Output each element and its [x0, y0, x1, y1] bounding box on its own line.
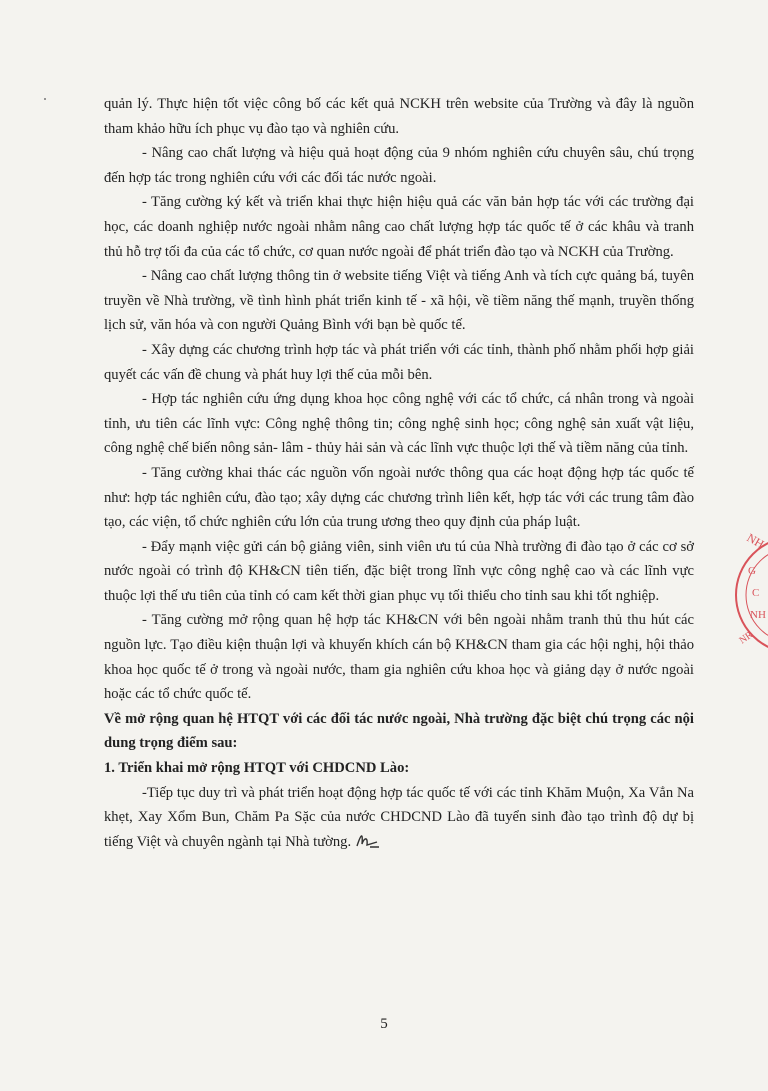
paragraph-research-groups: - Nâng cao chất lượng và hiệu quả hoạt động của 9 nhóm nghiên cứu chuyên sâu, chú trọng đến hợp tác trong nghiên cứu với các đối tác nước ngoài.	[104, 145, 694, 186]
page-body	[104, 92, 694, 854]
paragraph-cooperation: - Tăng cường mở rộng quan hệ hợp tác KH&CN với bên ngoài nhằm tranh thủ thu hút các nguồn lực. Tạo điều kiện thuận lợi và khuyến khích cán bộ KH&CN tham gia các hội nghị, hội thảo khoa học quốc tế ở trong và ngoài nước, tham gia nghiên cứu khoa học và giảng dạy ở nước ngoài hoặc các tổ chức quốc tế.	[104, 612, 694, 703]
svg-text:C: C	[752, 587, 760, 599]
section-title-laos: 1. Triển khai mở rộng HTQT với CHDCND Lào:	[104, 760, 410, 777]
svg-text:NR: NR	[737, 629, 756, 647]
paragraph-applied-research: - Hợp tác nghiên cứu ứng dụng khoa học công nghệ với các tổ chức, cá nhân trong và ngoài tỉnh, ưu tiên các lĩnh vực: Công nghệ thông tin; công nghệ sinh học; công nghệ sản xuất vật liệu, công nghệ chế biến nông sản- lâm - thủy hải sản và các lĩnh vực thuộc lợi thế và tiềm năng của tỉnh.	[104, 391, 694, 457]
red-seal-stamp	[732, 520, 768, 670]
paragraph-agreements: - Tăng cường ký kết và triển khai thực hiện hiệu quả các văn bản hợp tác với các trường đại học, các doanh nghiệp nước ngoài nhằm nâng cao chất lượng hợp tác quốc tế ở các khâu và tranh thủ hỗ trợ tối đa của các tổ chức, cơ quan nước ngoài để phát triển đào tạo và NCKH của Trường.	[104, 194, 694, 260]
page-number: 5	[380, 1016, 388, 1032]
paragraph-laos	[104, 781, 694, 855]
paragraph-funding: - Tăng cường khai thác các nguồn vốn ngoài nước thông qua các hoạt động hợp tác quốc tế như: hợp tác nghiên cứu, đào tạo; xây dựng các chương trình liên kết, hợp tác với các trung tâm đào tạo, các viện, tổ chức nghiên cứu lớn của trung ương theo quy định của pháp luật.	[104, 464, 694, 531]
paragraph-training-abroad: - Đẩy mạnh việc gửi cán bộ giảng viên, sinh viên ưu tú của Nhà trường đi đào tạo ở các cơ sở nước ngoài có trình độ KH&CN tiên tiến, đặc biệt trong lĩnh vực công nghệ cao và các lĩnh vực thuộc lợi thế ưu tiên của tỉnh có cam kết thời gian phục vụ tối thiểu cho tỉnh sau khi tốt nghiệp.	[104, 538, 694, 604]
initials-signature	[355, 830, 381, 850]
paragraph-website: - Nâng cao chất lượng thông tin ở website tiếng Việt và tiếng Anh và tích cực quảng bá, tuyên truyền về Nhà trường, về tình hình phát triển kinh tế - xã hội, về tiềm năng thế mạnh, truyền thống lịch sử, văn hóa và con người Quảng Bình với bạn bè quốc tế.	[104, 268, 694, 334]
scan-speck	[44, 98, 46, 100]
svg-text:G: G	[748, 565, 756, 577]
heading-international-cooperation: Về mở rộng quan hệ HTQT với các đối tác nước ngoài, Nhà trường đặc biệt chú trọng các nội dung trọng điểm sau:	[104, 710, 694, 752]
paragraph-continuation: quản lý. Thực hiện tốt việc công bố các kết quả NCKH trên website của Trường và đây là nguồn tham khảo hữu ích phục vụ đào tạo và nghiên cứu.	[104, 96, 694, 137]
svg-text:NH: NH	[750, 609, 766, 621]
paragraph-provinces: - Xây dựng các chương trình hợp tác và phát triển với các tỉnh, thành phố nhằm phối hợp giải quyết các vấn đề chung và phát huy lợi thế của mỗi bên.	[104, 341, 694, 383]
paragraph-laos-text: -Tiếp tục duy trì và phát triển hoạt động hợp tác quốc tế với các tỉnh Khăm Muộn, Xa Vẳn Na khẹt, Xay Xổm Bun, Chăm Pa Sặc của nước CHDCND Lào đã tuyển sinh đào tạo trình độ dự bị tiếng Việt và chuyên ngành tại Nhà tường.	[104, 784, 694, 850]
svg-text:NH: NH	[744, 530, 767, 552]
